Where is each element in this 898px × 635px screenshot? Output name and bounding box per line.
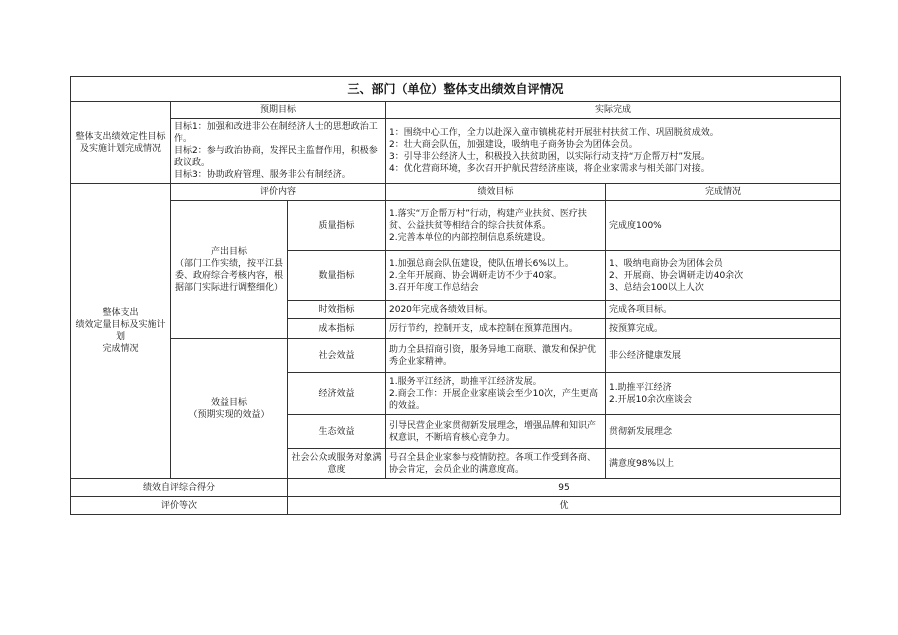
table-title: 三、部门（单位）整体支出绩效自评情况	[71, 77, 841, 102]
output-group-label: 产出目标 （部门工作实绩，按平江县委、政府综合考核内容，根据部门实际进行调整细化）	[171, 201, 288, 339]
indicator-timeliness: 时效指标	[288, 301, 386, 319]
target-economic: 1.服务平江经济，助推平江经济发展。 2.商会工作：开展企业家座谈会至少10次，产生更高的效益。	[386, 373, 606, 415]
completion-header: 完成情况	[606, 184, 841, 201]
indicator-satisfaction: 社会公众或服务对象满意度	[288, 449, 386, 479]
target-social: 助力全县招商引资，服务异地工商联、激发和保护优秀企业家精神。	[386, 339, 606, 373]
target-ecological: 引导民营企业家贯彻新发展理念，增强品牌和知识产权意识，不断培育核心竞争力。	[386, 415, 606, 449]
score-value: 95	[288, 479, 841, 497]
completion-ecological: 贯彻新发展理念	[606, 415, 841, 449]
benefit-group-label: 效益目标 （预期实现的效益）	[171, 339, 288, 479]
actual-header: 实际完成	[386, 102, 841, 119]
performance-table	[70, 76, 841, 515]
quantitative-label: 整体支出 绩效定量目标及实施计划 完成情况	[71, 184, 171, 479]
completion-quantity: 1、吸纳电商协会为团体会员 2、开展商、协会调研走访40余次 3、总结会100以上人次	[606, 251, 841, 301]
indicator-ecological: 生态效益	[288, 415, 386, 449]
target-cost: 厉行节约，控制开支，成本控制在预算范围内。	[386, 319, 606, 339]
indicator-quality: 质量指标	[288, 201, 386, 251]
completion-economic: 1.助推平江经济 2.开展10余次座谈会	[606, 373, 841, 415]
qualitative-label: 整体支出绩效定性目标及实施计划完成情况	[71, 102, 171, 184]
expected-text: 目标1：加强和改进非公在制经济人士的思想政治工作。 目标2：参与政治协商，发挥民主监督作用，积极参政议政。 目标3：协助政府管理、服务非公有制经济。	[171, 119, 386, 184]
eval-content-header: 评价内容	[171, 184, 386, 201]
indicator-cost: 成本指标	[288, 319, 386, 339]
indicator-social: 社会效益	[288, 339, 386, 373]
target-satisfaction: 号召全县企业家参与疫情防控。各项工作受到各商、协会肯定，会员企业的满意度高。	[386, 449, 606, 479]
expected-header: 预期目标	[171, 102, 386, 119]
target-quality: 1.落实“万企帮万村”行动，构建产业扶贫、医疗扶贫、公益扶贫等相结合的综合扶贫体系。 2.完善本单位的内部控制信息系统建设。	[386, 201, 606, 251]
completion-timeliness: 完成各项目标。	[606, 301, 841, 319]
target-timeliness: 2020年完成各绩效目标。	[386, 301, 606, 319]
completion-quality: 完成度100%	[606, 201, 841, 251]
grade-value: 优	[288, 497, 841, 515]
completion-cost: 按预算完成。	[606, 319, 841, 339]
score-label: 绩效自评综合得分	[71, 479, 288, 497]
completion-social: 非公经济健康发展	[606, 339, 841, 373]
actual-text: 1：围绕中心工作，全力以赴深入童市镇桃花村开展驻村扶贫工作、巩固脱贫成效。 2：壮大商会队伍，加强建设，吸纳电子商务协会为团体会员。 3：引导非公经济人士，积极投入扶贫助困，以实际行动支持“万企帮万村”发展。 4：优化营商环境，多次召开护航民营经济座谈，将企业家需求与相关部门对接。	[386, 119, 841, 184]
target-quantity: 1.加强总商会队伍建设，使队伍增长6%以上。 2.全年开展商、协会调研走访不少于40家。 3.召开年度工作总结会	[386, 251, 606, 301]
indicator-economic: 经济效益	[288, 373, 386, 415]
completion-satisfaction: 满意度98%以上	[606, 449, 841, 479]
target-header: 绩效目标	[386, 184, 606, 201]
grade-label: 评价等次	[71, 497, 288, 515]
indicator-quantity: 数量指标	[288, 251, 386, 301]
